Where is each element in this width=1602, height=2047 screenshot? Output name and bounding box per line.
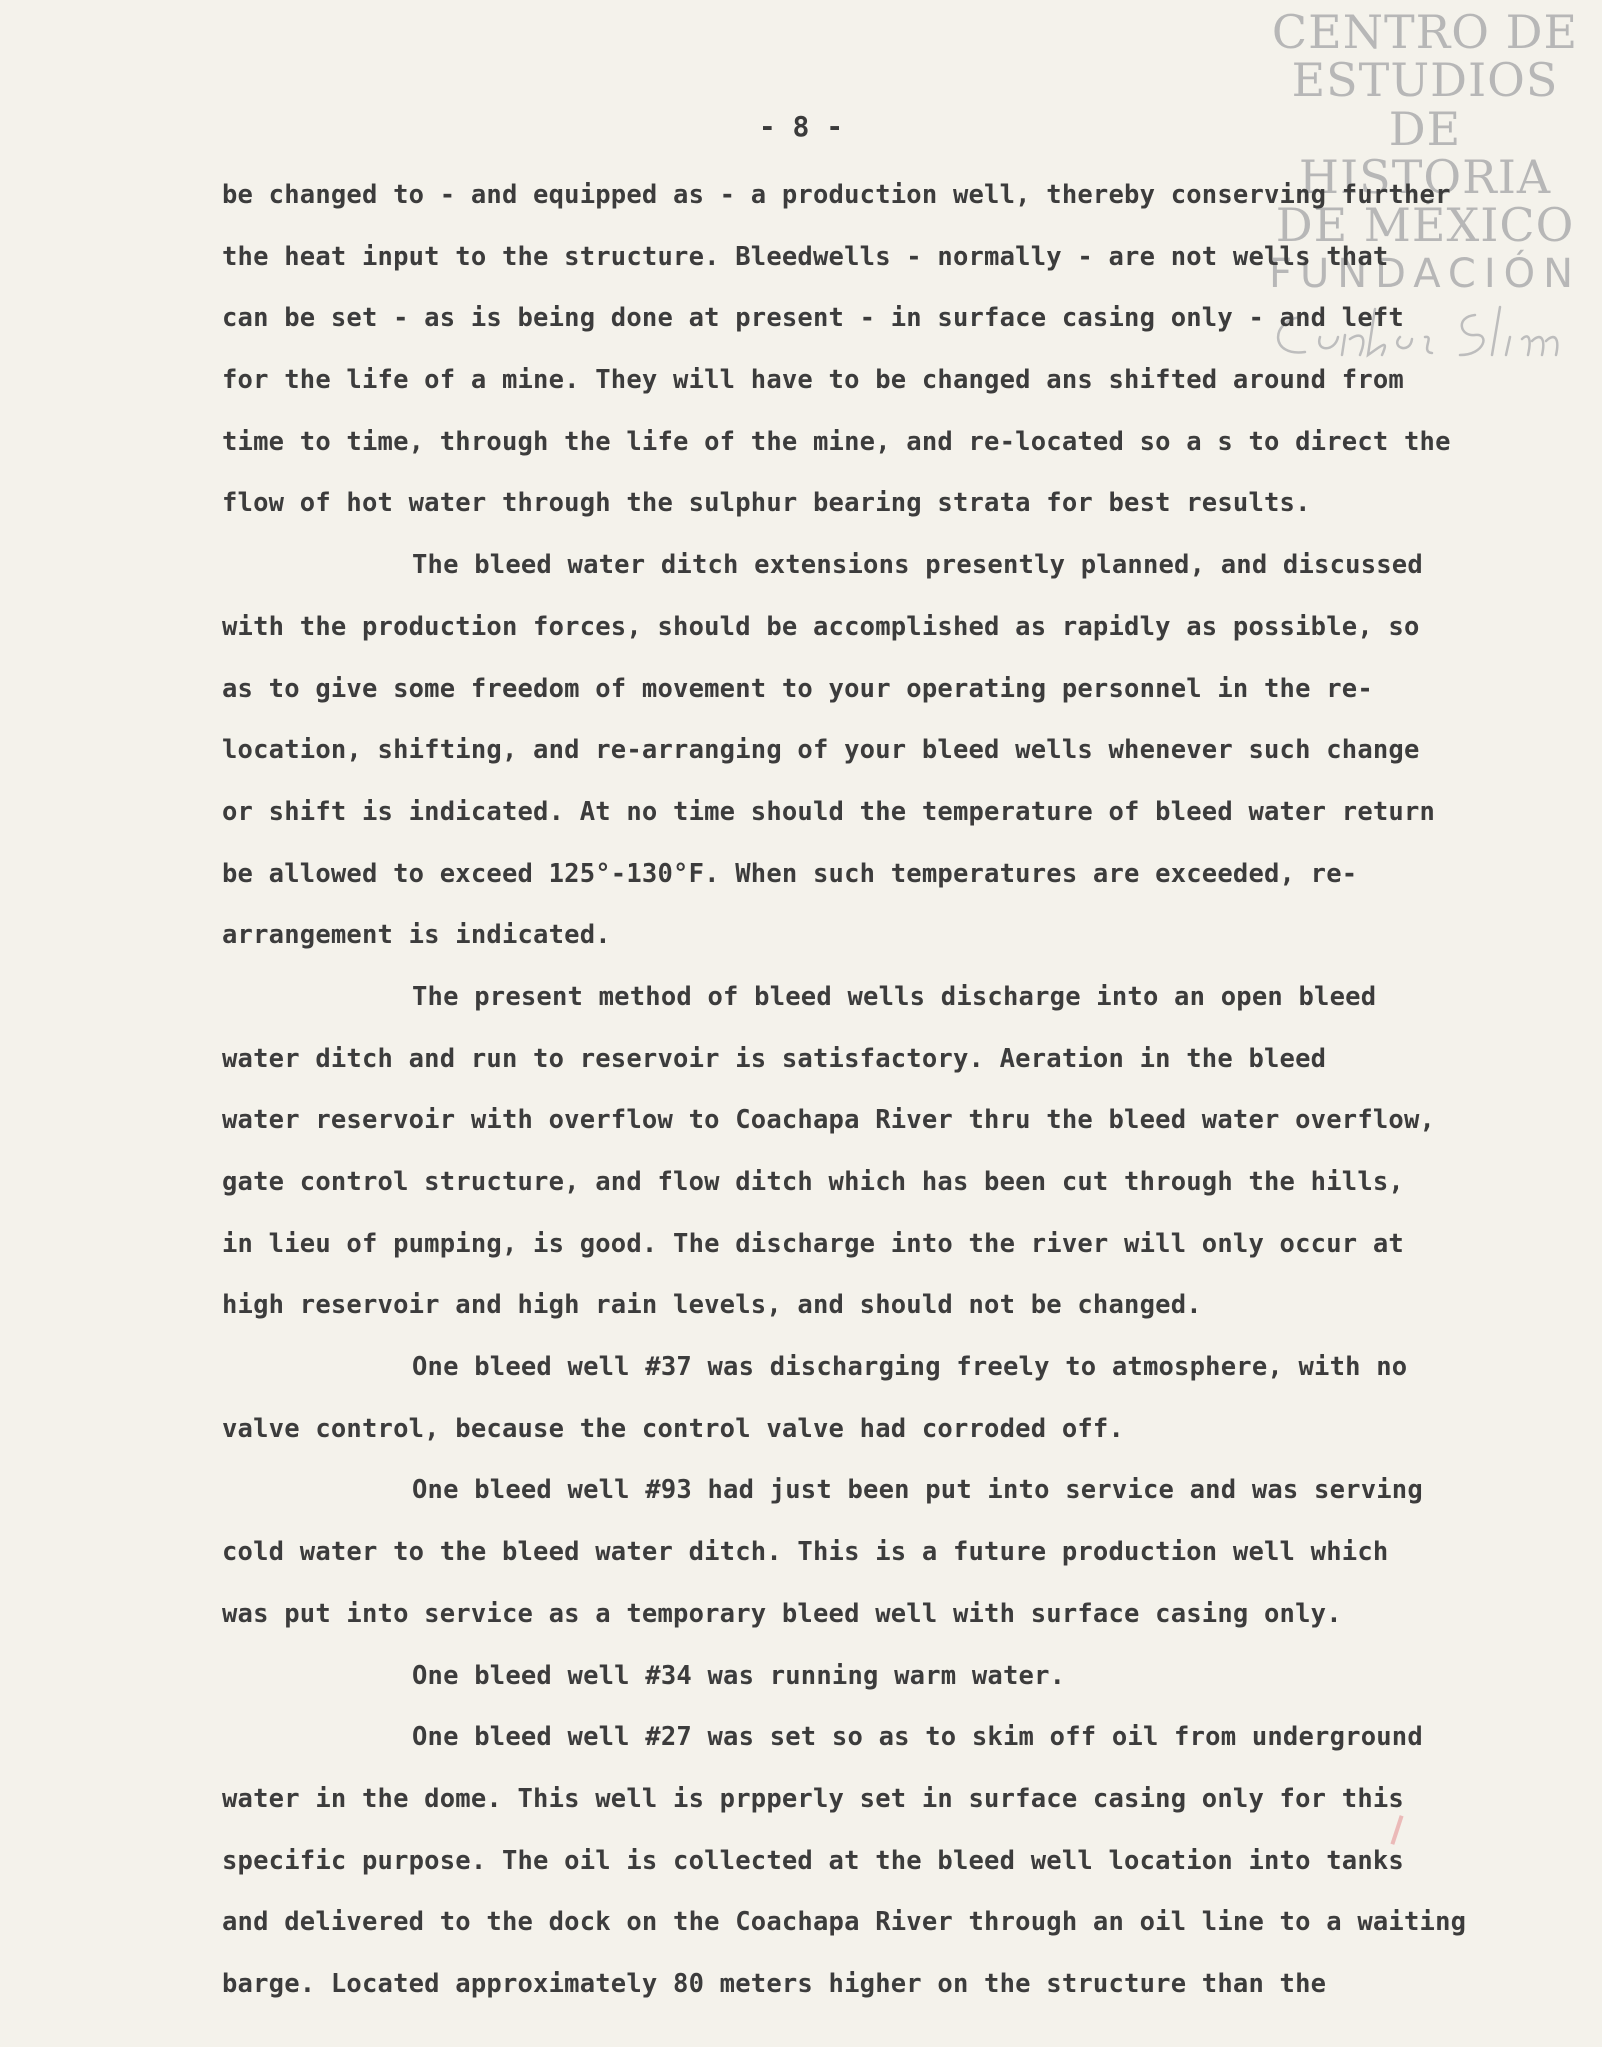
text-line: the heat input to the structure. Bleedwells - normally - are not wells that [222, 241, 1389, 272]
watermark-line: ESTUDIOS [1291, 53, 1559, 108]
text-line: valve control, because the control valve had corroded off. [222, 1413, 1125, 1444]
text-line: One bleed well #37 was discharging freely to atmosphere, with no [412, 1352, 1408, 1383]
text-line: or shift is indicated. At no time should the temperature of bleed water return [222, 796, 1436, 827]
text-line: with the production forces, should be accomplished as rapidly as possible, so [222, 611, 1420, 642]
text-line: in lieu of pumping, is good. The discharge into the river will only occur at [222, 1228, 1404, 1259]
text-line: flow of hot water through the sulphur bearing strata for best results. [222, 488, 1311, 519]
text-line: high reservoir and high rain levels, and should not be changed. [222, 1290, 1202, 1321]
text-line: as to give some freedom of movement to your operating personnel in the re- [222, 673, 1373, 704]
text-line: can be set - as is being done at present - in surface casing only - and left [222, 303, 1404, 334]
text-line: cold water to the bleed water ditch. This is a future production well which [222, 1537, 1389, 1568]
text-line: The bleed water ditch extensions presently planned, and discussed [412, 550, 1423, 581]
text-line: for the life of a mine. They will have to be changed ans shifted around from [222, 365, 1404, 396]
text-line: time to time, through the life of the mine, and re-located so a s to direct the [222, 426, 1451, 457]
text-line: water reservoir with overflow to Coachapa River thru the bleed water overflow, [222, 1105, 1436, 1136]
text-line: gate control structure, and flow ditch which has been cut through the hills, [222, 1167, 1404, 1197]
text-line: arrangement is indicated. [222, 920, 611, 951]
text-line: The present method of bleed wells discharge into an open bleed [412, 981, 1377, 1012]
text-line: and delivered to the dock on the Coachapa River through an oil line to a waiting [222, 1907, 1467, 1938]
text-line: location, shifting, and re-arranging of your bleed wells whenever such change [222, 735, 1420, 766]
document-body [222, 165, 1512, 2016]
text-line: barge. Located approximately 80 meters higher on the structure than the [222, 1968, 1327, 1999]
text-line: water in the dome. This well is prpperly set in surface casing only for this [222, 1783, 1404, 1814]
watermark-line: DE HISTORIA [1298, 101, 1552, 204]
page-number: - 8 - [758, 110, 844, 143]
text-line: One bleed well #34 was running warm water. [412, 1660, 1066, 1691]
text-line: water ditch and run to reservoir is satisfactory. Aeration in the bleed [222, 1043, 1327, 1074]
text-line: specific purpose. The oil is collected at the bleed well location into tanks [222, 1845, 1404, 1876]
text-line: One bleed well #93 had just been put into service and was serving [412, 1475, 1423, 1506]
text-line: be allowed to exceed 125°-130°F. When such temperatures are exceeded, re- [222, 858, 1358, 889]
text-line: was put into service as a temporary bleed well with surface casing only. [222, 1598, 1342, 1629]
text-line: be changed to - and equipped as - a production well, thereby conserving further [222, 180, 1451, 210]
watermark-line: DE MÉXICO [1275, 198, 1575, 253]
text-line: One bleed well #27 was set so as to skim off oil from underground [412, 1722, 1423, 1753]
watermark-foundation: FUNDACIÓN [1268, 251, 1582, 298]
watermark-line: CENTRO DE [1271, 5, 1579, 59]
